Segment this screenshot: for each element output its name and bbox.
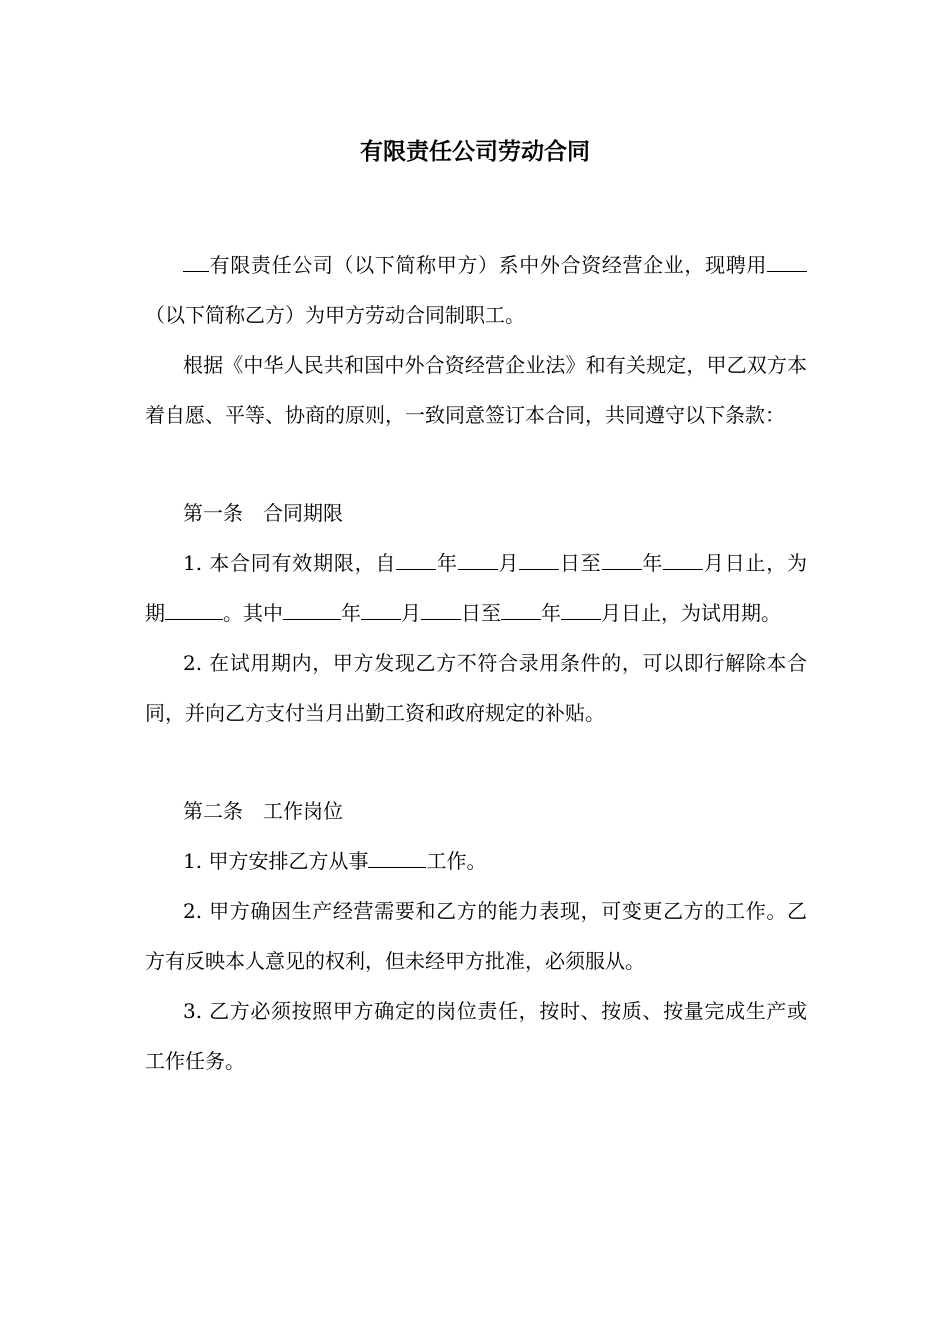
fill-blank[interactable]: [283, 597, 341, 620]
day-to-label: 日至: [461, 601, 501, 625]
article-1-heading: 第一条 合同期限: [183, 501, 343, 525]
article-1-item-1: [145, 538, 807, 638]
intro-text-b: （以下简称乙方）为甲方劳动合同制职工。: [145, 303, 525, 327]
article-1-item-1-text: 1. 本合同有效期限，自: [183, 551, 397, 575]
term-label: 日止，为期: [145, 551, 808, 625]
article-2-item-3: 3. 乙方必须按照甲方确定的岗位责任，按时、按质、按量完成生产或工作任务。: [145, 999, 807, 1073]
article-2-item-1-text-b: 工作。: [426, 849, 487, 873]
intro-text-a: 有限责任公司（以下简称甲方）系中外合资经营企业，现聘用: [209, 253, 767, 277]
year-label: 年: [641, 551, 664, 575]
fill-blank[interactable]: [421, 597, 461, 620]
article-2-item-1-text-a: 1. 甲方安排乙方从事: [183, 849, 369, 873]
fill-blank[interactable]: [519, 547, 559, 570]
intro-paragraph-1: [145, 240, 807, 340]
month-label: 月: [703, 551, 725, 575]
day-to-label: 日至: [559, 551, 602, 575]
fill-blank[interactable]: [501, 597, 541, 620]
intro-paragraph-2: 根据《中华人民共和国中外合资经营企业法》和有关规定，甲乙双方本着自愿、平等、协商的原则，一致同意签订本合同，共同遵守以下条款：: [145, 353, 807, 427]
month-label: 月: [401, 601, 421, 625]
year-label: 年: [341, 601, 361, 625]
article-2-heading: 第二条 工作岗位: [183, 799, 343, 823]
fill-blank[interactable]: [458, 547, 498, 570]
year-label: 年: [436, 551, 458, 575]
month-label: 月: [601, 601, 621, 625]
fill-blank[interactable]: [602, 547, 642, 570]
article-2-item-2: 2. 甲方确因生产经营需要和乙方的能力表现，可变更乙方的工作。乙方有反映本人意见的权利，但未经甲方批准，必须服从。: [145, 899, 807, 973]
fill-blank[interactable]: [183, 249, 209, 272]
document-title: 有限责任公司劳动合同: [360, 139, 590, 165]
fill-blank[interactable]: [663, 547, 703, 570]
year-label: 年: [541, 601, 561, 625]
fill-blank[interactable]: [396, 547, 436, 570]
month-label: 月: [497, 551, 520, 575]
mid-label: 。其中: [223, 601, 283, 625]
fill-blank[interactable]: [368, 845, 426, 868]
document-body: [145, 240, 807, 1086]
fill-blank[interactable]: [767, 249, 807, 272]
fill-blank[interactable]: [361, 597, 401, 620]
fill-blank[interactable]: [561, 597, 601, 620]
fill-blank[interactable]: [165, 597, 223, 620]
article-1-item-2: 2. 在试用期内，甲方发现乙方不符合录用条件的，可以即行解除本合同，并向乙方支付当月出勤工资和政府规定的补贴。: [145, 651, 807, 725]
probation-label: 日止，为试用期。: [621, 601, 781, 625]
article-2-item-1: [145, 836, 807, 886]
